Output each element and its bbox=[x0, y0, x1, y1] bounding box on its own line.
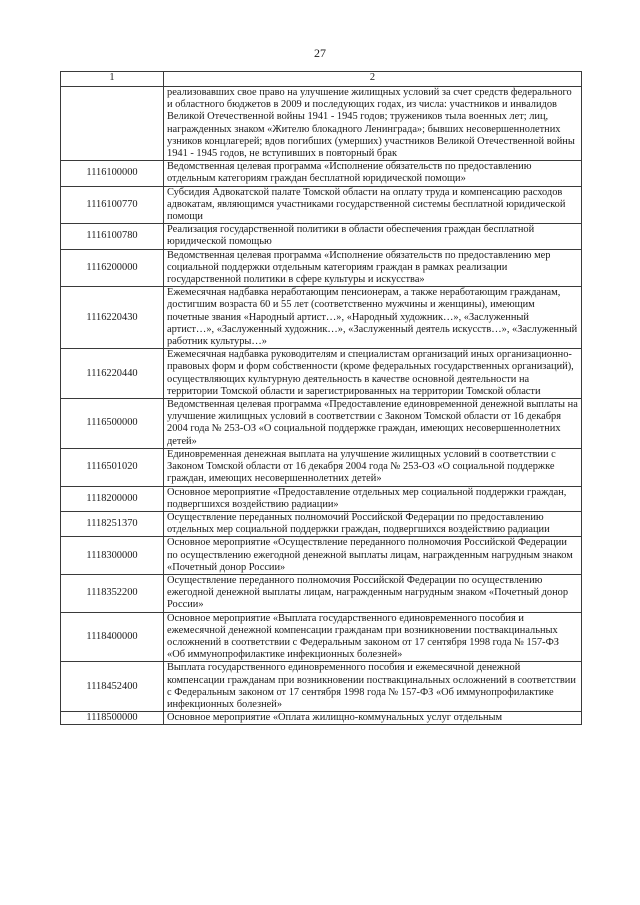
row-code bbox=[61, 87, 164, 161]
row-code: 1116220430 bbox=[61, 287, 164, 349]
table-row bbox=[61, 662, 582, 712]
row-code: 1116100780 bbox=[61, 224, 164, 249]
row-description: Ведомственная целевая программа «Исполнение обязательств по предоставлению отдельным категориям граждан бесплатной юридической помощи» bbox=[164, 161, 582, 186]
row-code: 1116500000 bbox=[61, 399, 164, 449]
column-header-description: 2 bbox=[164, 72, 582, 87]
table-row bbox=[61, 224, 582, 249]
row-description: Осуществление переданных полномочий Российской Федерации по предоставлению отдельных мер социальной поддержки граждан, подвергшихся воздействию радиации bbox=[164, 511, 582, 536]
row-description: реализовавших свое право на улучшение жилищных условий за счет средств федерального и областного бюджетов в 2009 и последующих годах, из числа: участников и инвалидов Великой Отечественной войны 1941 - 1945 годов; тружеников тыла военных лет; лиц, награжденных знаком «Жителю блокадного Ленинграда»; бывших несовершеннолетних узников концлагерей; вдов погибших (умерших) участников Великой Отечественной войны 1941 - 1945 годов, не вступивших в повторный брак bbox=[164, 87, 582, 161]
row-code: 1116220440 bbox=[61, 349, 164, 399]
row-description: Осуществление переданного полномочия Российской Федерации по осуществлению ежегодной денежной выплаты лицам, награжденным нагрудным знаком «Почетный донор России» bbox=[164, 574, 582, 612]
row-code: 1116100000 bbox=[61, 161, 164, 186]
row-description: Основное мероприятие «Оплата жилищно-коммунальных услуг отдельным bbox=[164, 712, 582, 725]
row-code: 1118500000 bbox=[61, 712, 164, 725]
table-row bbox=[61, 511, 582, 536]
table-row bbox=[61, 712, 582, 725]
table-header-row bbox=[61, 72, 582, 87]
row-code: 1116100770 bbox=[61, 186, 164, 224]
row-code: 1118352200 bbox=[61, 574, 164, 612]
row-description: Ежемесячная надбавка неработающим пенсионерам, а также неработающим гражданам, достигшим возраста 60 и 55 лет (соответственно мужчины и женщины), имеющим почетные звания «Народный артист…», «Народный художник…», «Заслуженный артист…», «Заслуженный художник…», «Заслуженный деятель искусств…», «Заслуженный работник культуры…» bbox=[164, 287, 582, 349]
row-description: Основное мероприятие «Предоставление отдельных мер социальной поддержки граждан, подвергшихся воздействию радиации» bbox=[164, 486, 582, 511]
row-code: 1118300000 bbox=[61, 537, 164, 575]
table-row bbox=[61, 186, 582, 224]
row-code: 1118251370 bbox=[61, 511, 164, 536]
row-description: Реализация государственной политики в области обеспечения граждан бесплатной юридической помощью bbox=[164, 224, 582, 249]
row-code: 1116501020 bbox=[61, 448, 164, 486]
table-row bbox=[61, 399, 582, 449]
row-code: 1116200000 bbox=[61, 249, 164, 287]
row-description: Ведомственная целевая программа «Исполнение обязательств по предоставлению мер социальной поддержки отдельным категориям граждан в рамках реализации государственной политики в сфере культуры и искусства» bbox=[164, 249, 582, 287]
table-row bbox=[61, 249, 582, 287]
row-description: Единовременная денежная выплата на улучшение жилищных условий в соответствии с Законом Томской области от 16 декабря 2004 года № 253-ОЗ «О социальной поддержке граждан, имеющих несовершеннолетних детей» bbox=[164, 448, 582, 486]
row-code: 1118452400 bbox=[61, 662, 164, 712]
row-code: 1118400000 bbox=[61, 612, 164, 662]
table-row bbox=[61, 612, 582, 662]
row-description: Ежемесячная надбавка руководителям и специалистам организаций иных организационно-правовых форм и форм собственности (кроме федеральных государственных организаций), осуществляющих культурную деятельность в качестве основной деятельности на территории Томской области и зарегистрированных на территории Томской области bbox=[164, 349, 582, 399]
row-description: Ведомственная целевая программа «Предоставление единовременной денежной выплаты на улучшение жилищных условий в соответствии с Законом Томской области от 16 декабря 2004 года № 253-ОЗ «О социальной поддержке граждан, имеющих несовершеннолетних детей» bbox=[164, 399, 582, 449]
table-row bbox=[61, 87, 582, 161]
row-code: 1118200000 bbox=[61, 486, 164, 511]
table-row bbox=[61, 486, 582, 511]
budget-codes-table bbox=[60, 71, 582, 725]
table-row bbox=[61, 287, 582, 349]
row-description: Выплата государственного единовременного пособия и ежемесячной денежной компенсации гражданам при возникновении поствакцинальных осложнений в соответствии с Федеральным законом от 17 сентября 1998 года № 157-ФЗ «Об иммунопрофилактике инфекционных болезней» bbox=[164, 662, 582, 712]
page-number: 27 bbox=[314, 46, 326, 60]
table-row bbox=[61, 349, 582, 399]
row-description: Субсидия Адвокатской палате Томской области на оплату труда и компенсацию расходов адвокатам, являющимся участниками государственной системы бесплатной юридической помощи bbox=[164, 186, 582, 224]
table-row bbox=[61, 574, 582, 612]
table-row bbox=[61, 448, 582, 486]
row-description: Основное мероприятие «Осуществление переданного полномочия Российской Федерации по осуществлению ежегодной денежной выплаты лицам, награжденным нагрудным знаком «Почетный донор России» bbox=[164, 537, 582, 575]
row-description: Основное мероприятие «Выплата государственного единовременного пособия и ежемесячной денежной компенсации гражданам при возникновении поствакцинальных осложнений в соответствии с Федеральным законом от 17 сентября 1998 года № 157-ФЗ «Об иммунопрофилактике инфекционных болезней» bbox=[164, 612, 582, 662]
table-row bbox=[61, 537, 582, 575]
column-header-code: 1 bbox=[61, 72, 164, 87]
table-row bbox=[61, 161, 582, 186]
